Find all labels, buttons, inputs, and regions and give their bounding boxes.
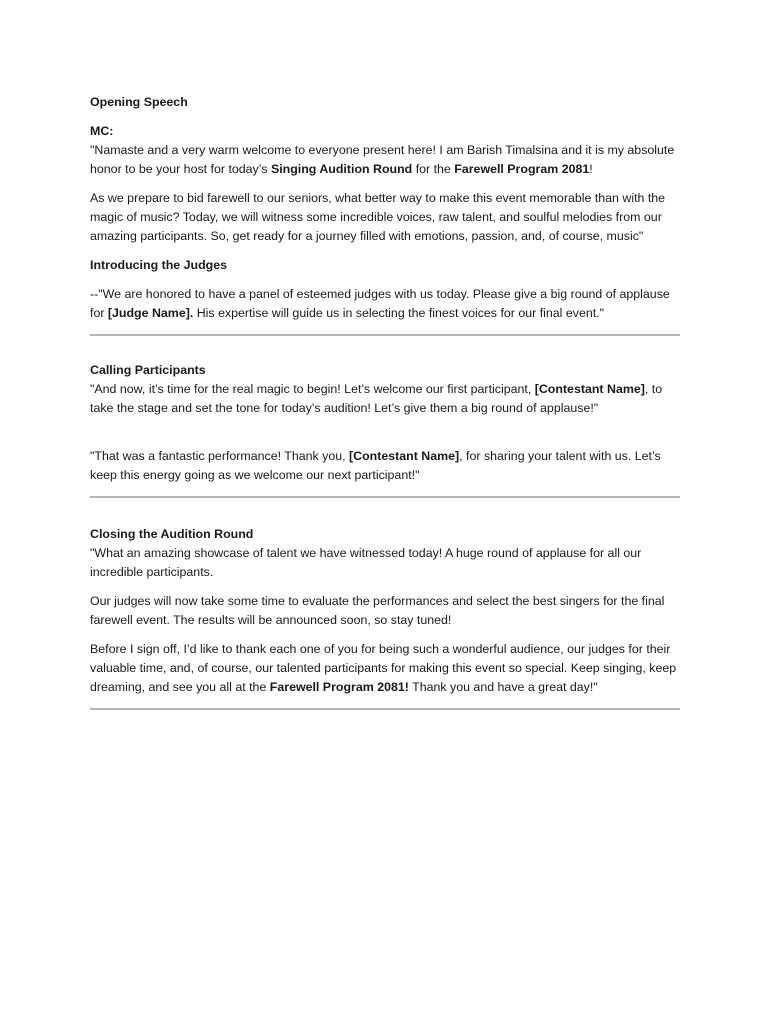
opening-welcome-text-2: for the: [412, 162, 455, 176]
farewell-program-text: Farewell Program 2081: [454, 162, 590, 176]
calling-next-text-2: , for sharing your talent with us. Let’s keep this energy going as we welcome our next participant!": [90, 449, 661, 482]
closing-showcase-paragraph: "What an amazing showcase of talent we have witnessed today! A huge round of applause for all our incredible participants.: [90, 546, 642, 579]
closing-thanks-text: Before I sign off, I’d like to thank each one of you for being such a wonderful audience, our judges for their valuable time, and, of course, our talented participants for making this event so special. Keep singing, keep dreaming, and see you all at the: [90, 642, 677, 694]
calling-participants-heading: Calling Participants: [90, 363, 206, 377]
judges-paragraph: [90, 285, 680, 323]
calling-first-paragraph: [90, 380, 680, 418]
singing-audition-round-text: Singing Audition Round: [270, 162, 413, 176]
judge-name-placeholder: [Judge Name].: [107, 306, 194, 320]
closing-thanks-paragraph: [90, 640, 680, 697]
judges-text-2: His expertise will guide us in selecting the finest voices for our final event.": [193, 306, 605, 320]
closing-heading: Closing the Audition Round: [90, 527, 254, 541]
opening-speech-heading: Opening Speech: [90, 95, 188, 109]
calling-next-text: "That was a fantastic performance! Thank you,: [90, 449, 349, 463]
closing-judges-paragraph: Our judges will now take some time to evaluate the performances and select the best singers for the final farewell event. The results will be announced soon, so stay tuned!: [90, 594, 665, 627]
opening-welcome-paragraph: [90, 141, 680, 179]
introducing-judges-heading: Introducing the Judges: [90, 258, 227, 272]
calling-first-text-2: , to take the stage and set the tone for today’s audition! Let’s give them a big round of applause!": [90, 382, 663, 415]
calling-first-text: "And now, it’s time for the real magic to begin! Let’s welcome our first participant,: [90, 382, 535, 396]
section-divider: [90, 334, 680, 336]
contestant-name-placeholder: [Contestant Name]: [534, 382, 645, 396]
judges-text: --"We are honored to have a panel of esteemed judges with us today. Please give a big round of applause for: [90, 287, 670, 320]
contestant-name-placeholder-2: [Contestant Name]: [349, 449, 460, 463]
farewell-program-text-2: Farewell Program 2081!: [269, 680, 409, 694]
calling-next-paragraph: [90, 447, 680, 485]
section-divider: [90, 496, 680, 498]
document-page: [90, 93, 680, 710]
section-divider: [90, 708, 680, 710]
opening-welcome-text-3: !: [589, 162, 593, 176]
opening-farewell-paragraph: As we prepare to bid farewell to our seniors, what better way to make this event memorable than with the magic of music? Today, we will witness some incredible voices, raw talent, and soulful melodies from our amazing participants. So, get ready for a journey filled with emotions, passion, and, of course, music": [90, 191, 666, 243]
mc-label: MC:: [90, 124, 114, 138]
opening-welcome-text: "Namaste and a very warm welcome to everyone present here! I am Barish Timalsina and it is my absolute honor to be your host for today’s: [90, 143, 675, 176]
closing-thanks-text-2: Thank you and have a great day!": [408, 680, 598, 694]
